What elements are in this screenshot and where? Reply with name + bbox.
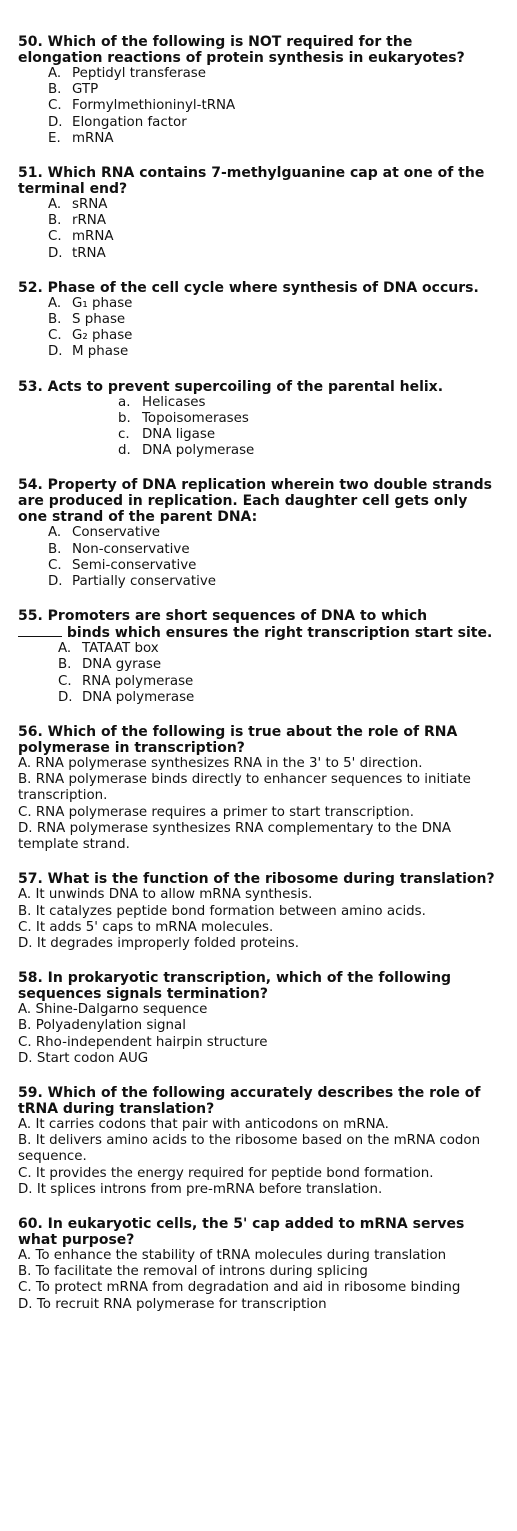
option-a: A. Shine-Dalgarno sequence [18, 1002, 208, 1018]
question-54 [18, 477, 499, 590]
option-b: b. Topoisomerases [118, 410, 249, 426]
option-c: C. mRNA [48, 229, 114, 245]
option-b: B. It catalyzes peptide bond formation between amino acids. [18, 903, 426, 919]
option-a: a. Helicases [118, 394, 206, 410]
option-c: C. G₂ phase [48, 328, 133, 344]
option-a: A. TATAAT box [58, 641, 159, 657]
option-c: C. Semi-conservative [48, 557, 197, 573]
question-stem: 58. In prokaryotic transcription, which of the following sequences signals termination? [18, 970, 452, 1003]
question-stem: 54. Property of DNA replication wherein two double strands are produced in replication. Each daughter cell gets only one strand of the parent DNA: [18, 477, 492, 526]
option-a: A. RNA polymerase synthesizes RNA in the 3' to 5' direction. [18, 756, 423, 772]
option-b: B. rRNA [48, 213, 106, 229]
option-b: B. Polyadenylation signal [18, 1018, 186, 1034]
option-a: A. It carries codons that pair with anticodons on mRNA. [18, 1116, 389, 1132]
option-b: B. RNA polymerase binds directly to enhancer sequences to initiate transcription. [18, 772, 471, 804]
question-stem: 55. Promoters are short sequences of DNA to which binds which ensures the right transcription start site. [18, 608, 493, 642]
option-c: C. It provides the energy required for peptide bond formation. [18, 1165, 434, 1181]
question-60 [18, 1216, 499, 1313]
question-stem: 59. Which of the following accurately describes the role of tRNA during translation? [18, 1084, 481, 1117]
option-d: D. RNA polymerase synthesizes RNA complementary to the DNA template strand. [18, 820, 452, 853]
option-a: A. It unwinds DNA to allow mRNA synthesis. [18, 887, 313, 903]
question-56 [18, 724, 499, 853]
question-51 [18, 165, 499, 262]
option-d: D. To recruit RNA polymerase for transcription [18, 1296, 327, 1312]
question-stem: 57. What is the function of the ribosome during translation? [18, 871, 495, 888]
question-57 [18, 871, 499, 952]
option-a: A. G₁ phase [48, 295, 133, 311]
option-c: C. Formylmethioninyl-tRNA [48, 98, 236, 114]
question-53 [18, 379, 499, 460]
option-d: D. Partially conservative [48, 574, 217, 590]
option-c: C. To protect mRNA from degradation and aid in ribosome binding [18, 1280, 461, 1296]
option-c: C. RNA polymerase requires a primer to start transcription. [18, 804, 415, 820]
option-c: C. RNA polymerase [58, 673, 194, 689]
option-c: C. Rho-independent hairpin structure [18, 1034, 268, 1050]
question-55 [18, 608, 499, 706]
question-58 [18, 970, 499, 1067]
option-b: B. GTP [48, 82, 99, 98]
option-d: D. It degrades improperly folded proteins. [18, 935, 299, 951]
question-stem: 53. Acts to prevent supercoiling of the parental helix. [18, 378, 444, 395]
option-e: E. mRNA [48, 130, 114, 146]
option-b: B. Non-conservative [48, 541, 190, 557]
option-b: B. It delivers amino acids to the ribosome based on the mRNA codon sequence. [18, 1133, 481, 1165]
question-stem: 51. Which RNA contains 7-methylguanine cap at one of the terminal end? [18, 165, 485, 198]
option-c: c. DNA ligase [118, 427, 216, 443]
option-d: D. Start codon AUG [18, 1050, 149, 1066]
option-a: A. Peptidyl transferase [48, 66, 207, 81]
option-a: A. sRNA [48, 197, 108, 213]
option-b: B. S phase [48, 312, 126, 328]
option-d: D. M phase [48, 344, 129, 360]
option-d: D. tRNA [48, 245, 106, 261]
answer-blank [18, 624, 62, 637]
question-52 [18, 280, 499, 361]
question-50 [18, 34, 499, 147]
option-b: B. To facilitate the removal of introns during splicing [18, 1264, 368, 1280]
option-d: D. DNA polymerase [58, 689, 195, 705]
question-59 [18, 1085, 499, 1198]
question-stem: 56. Which of the following is true about the role of RNA polymerase in transcription? [18, 724, 458, 757]
question-stem: 52. Phase of the cell cycle where synthesis of DNA occurs. [18, 279, 479, 296]
option-c: C. It adds 5' caps to mRNA molecules. [18, 919, 274, 935]
question-stem: 50. Which of the following is NOT required for the elongation reactions of protein synthesis in eukaryotes? [18, 34, 465, 66]
option-a: A. Conservative [48, 525, 161, 541]
option-a: A. To enhance the stability of tRNA molecules during translation [18, 1247, 447, 1263]
option-d: D. It splices introns from pre-mRNA before translation. [18, 1181, 383, 1197]
option-d: D. Elongation factor [48, 114, 187, 130]
option-d: d. DNA polymerase [118, 443, 255, 459]
option-b: B. DNA gyrase [58, 657, 162, 673]
question-stem: 60. In eukaryotic cells, the 5' cap added to mRNA serves what purpose? [18, 1215, 465, 1248]
